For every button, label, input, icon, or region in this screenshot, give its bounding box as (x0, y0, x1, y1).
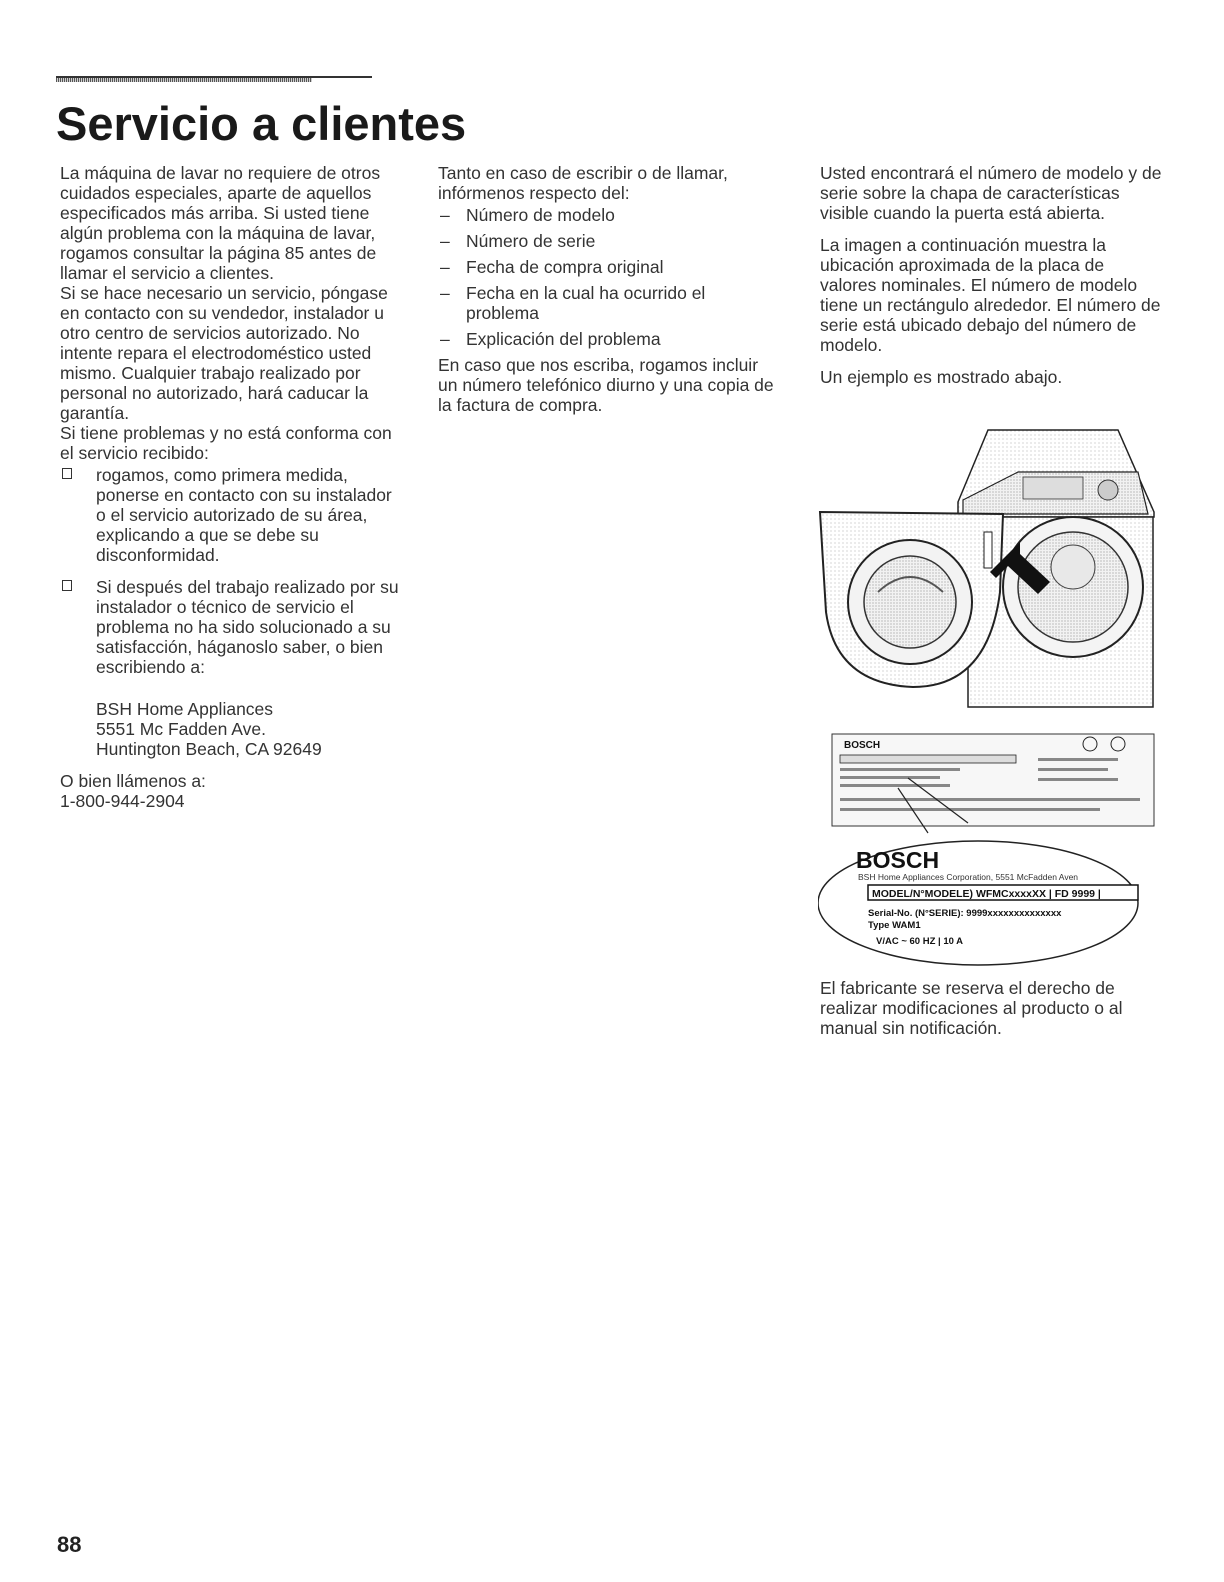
header-rule (56, 76, 372, 83)
list-item: – Número de serie (440, 231, 596, 251)
info-item: Número de modelo (466, 205, 615, 225)
location-paragraph: Usted encontrará el número de modelo y de serie sobre la chapa de características visible cuando la puerta está abierta. (820, 163, 1162, 223)
label-power: V/AC ~ 60 HZ | 10 A (876, 936, 964, 947)
address-line: BSH Home Appliances (96, 699, 274, 719)
checklist-text: Si después del trabajo realizado por su instalador o técnico de servicio el problema no ha sido solucionado a su satisfacción, háganoslo saber, o bien escribiendo a: (96, 577, 399, 677)
label-brand: BOSCH (856, 847, 940, 873)
service-paragraph: Si se hace necesario un servicio, póngase en contacto con su vendedor, instalador u otro centro de servicios autorizado. No intente repara el electrodoméstico usted mismo. Cualquier trabajo realizado por personal no autorizado, hará caducar la garantía. (60, 283, 388, 423)
checkbox-icon (62, 468, 72, 479)
closing-paragraph: En caso que nos escriba, rogamos incluir un número telefónico diurno y una copia de la factura de compra. (438, 355, 774, 415)
info-item: Número de serie (466, 231, 596, 251)
list-item: – Número de modelo (440, 205, 615, 225)
disclaimer-block (820, 978, 1165, 1038)
problems-paragraph: Si tiene problemas y no está conforma con el servicio recibido: (60, 423, 392, 463)
info-intro: Tanto en caso de escribir o de llamar, infórmenos respecto del: (438, 163, 728, 203)
info-item: Fecha de compra original (466, 257, 664, 277)
list-item: – Fecha en la cual ha ocurrido el problema (440, 283, 706, 323)
call-block (60, 771, 405, 811)
column-2 (438, 163, 778, 415)
list-item: – Explicación del problema (440, 329, 661, 349)
call-label: O bien llámenos a: (60, 771, 206, 791)
list-item (60, 465, 405, 565)
label-type: Type WAM1 (868, 920, 921, 931)
svg-text:BOSCH: BOSCH (844, 740, 881, 751)
column-3 (820, 163, 1165, 387)
page-number: 88 (57, 1532, 82, 1557)
checkbox-icon (62, 580, 72, 591)
phone-number: 1-800-944-2904 (60, 791, 185, 811)
label-serial: Serial-No. (N°SERIE): 9999xxxxxxxxxxxxxx (868, 908, 1062, 919)
info-item: Fecha en la cual ha ocurrido el problema (466, 283, 706, 323)
example-paragraph: Un ejemplo es mostrado abajo. (820, 367, 1063, 387)
label-maker: BSH Home Appliances Corporation, 5551 McFadden Aven (858, 872, 1079, 882)
page-title: Servicio a clientes (56, 97, 467, 150)
column-1 (60, 163, 405, 811)
label-model: MODEL/N°MODELE) WFMCxxxxXX | FD 9999 | (872, 888, 1101, 900)
header-rule-line (56, 76, 372, 78)
info-list (438, 205, 778, 349)
address-line: 5551 Mc Fadden Ave. (96, 719, 266, 739)
address-block (60, 699, 405, 759)
disclaimer-paragraph: El fabricante se reserva el derecho de realizar modificaciones al producto o al manual sin notificación. (820, 978, 1123, 1038)
image-paragraph: La imagen a continuación muestra la ubicación aproximada de la placa de valores nominales. El número de modelo tiene un rectángulo alrededor. El número de serie está ubicado debajo del número de modelo. (820, 235, 1161, 355)
rating-plate-illustration (818, 728, 1156, 978)
info-item: Explicación del problema (466, 329, 661, 349)
address-line: Huntington Beach, CA 92649 (96, 739, 322, 759)
list-item (60, 577, 405, 677)
list-item: – Fecha de compra original (440, 257, 664, 277)
checklist-text: rogamos, como primera medida, ponerse en contacto con su instalador o el servicio autorizado de su área, explicando a que se debe su disconformidad. (96, 465, 392, 565)
checklist (60, 465, 405, 677)
washer-illustration (818, 422, 1156, 722)
intro-paragraph: La máquina de lavar no requiere de otros cuidados especiales, aparte de aquellos especificados más arriba. Si usted tiene algún problema con la máquina de lavar, rogamos consultar la página 85 antes de llamar el servicio a clientes. (60, 163, 381, 283)
